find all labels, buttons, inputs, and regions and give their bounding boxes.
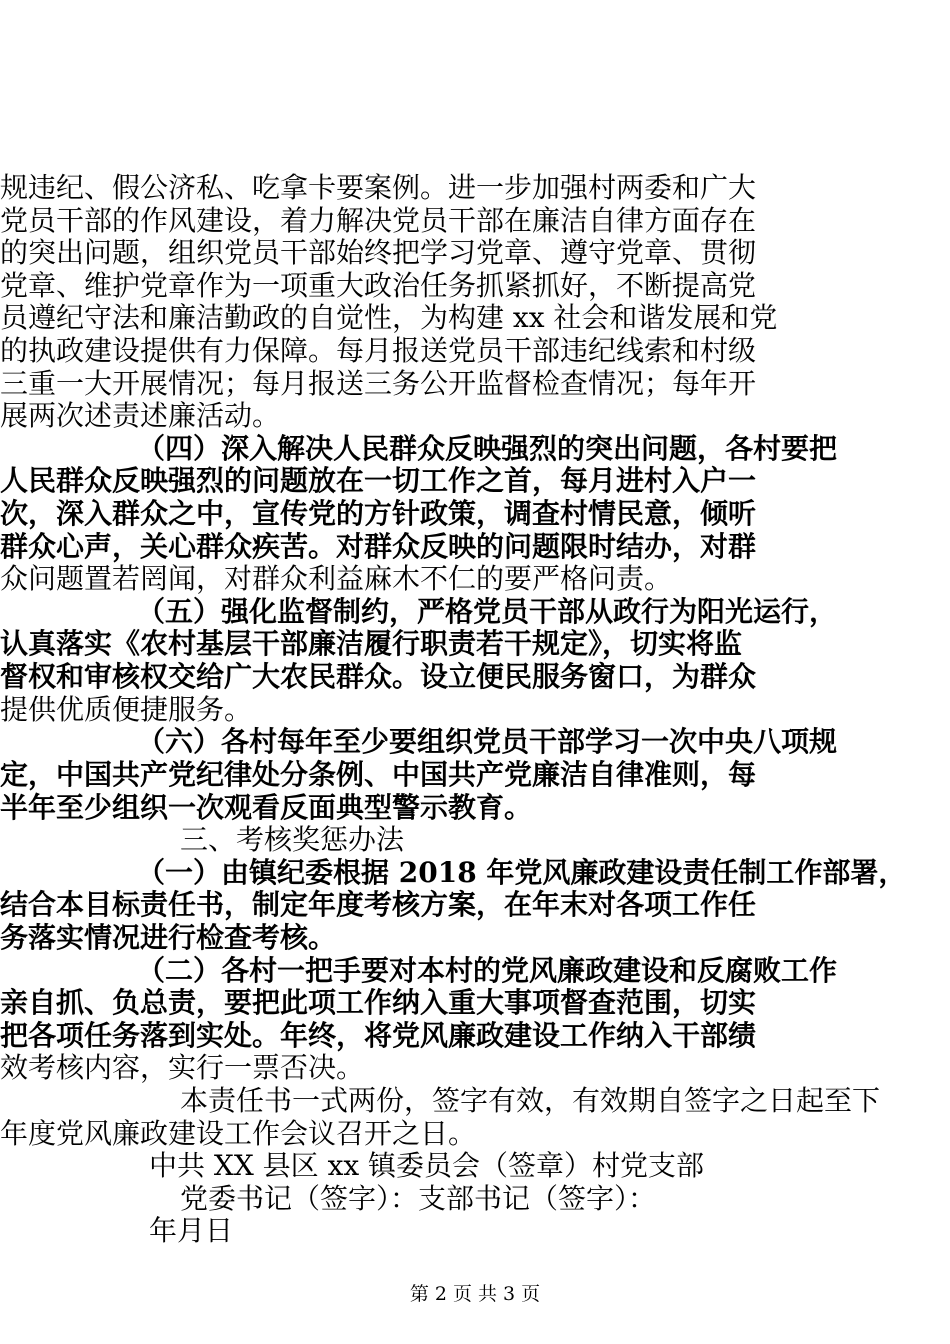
body-text-line: 次，深入群众之中，宣传党的方针政策，调查村情民意，倾听 (0, 497, 757, 530)
body-text-line: 党章、维护党章作为一项重大政治任务抓紧抓好，不断提高党 (0, 269, 757, 302)
body-text-line: 党员干部的作风建设，着力解决党员干部在廉洁自律方面存在 (0, 204, 757, 237)
section-heading-4: （四）深入解决人民群众反映强烈的突出问题，各村要把 (137, 432, 838, 465)
body-text-line: 年度党风廉政建设工作会议召开之日。 (0, 1117, 477, 1150)
body-text-line: 的突出问题，组织党员干部始终把学习党章、遵守党章、贯彻 (0, 236, 757, 269)
body-text-line: 三重一大开展情况；每月报送三务公开监督检查情况；每年开 (0, 367, 757, 400)
section-heading-6: （六）各村每年至少要组织党员干部学习一次中央八项规 (137, 725, 838, 758)
body-text-line: 把各项任务落到实处。年终，将党风廉政建设工作纳入干部绩 (0, 1019, 757, 1052)
body-text-line: 规违纪、假公济私、吃拿卡要案例。进一步加强村两委和广大 (0, 171, 757, 204)
body-text-line: 员遵纪守法和廉洁勤政的自觉性，为构建 xx 社会和谐发展和党 (0, 301, 778, 334)
body-text-line: 督权和审核权交给广大农民群众。设立便民服务窗口，为群众 (0, 660, 757, 693)
body-text-line: 群众心声，关心群众疾苦。对群众反映的问题限时结办，对群 (0, 530, 757, 563)
body-text-line: 人民群众反映强烈的问题放在一切工作之首，每月进村入户一 (0, 464, 757, 497)
body-text-line: 展两次述责述廉活动。 (0, 399, 281, 432)
signature-secretary-line: 党委书记（签字）：支部书记（签字）： (180, 1182, 657, 1215)
page-footer: 第 2 页 共 3 页 (409, 1283, 541, 1305)
signature-org-line: 中共 XX 县区 xx 镇委员会（签章）村党支部 (149, 1149, 705, 1182)
section-heading-assessment: 三、考核奖惩办法 (180, 823, 405, 856)
body-text-line: 结合本目标责任书，制定年度考核方案，在年末对各项工作任 (0, 888, 757, 921)
body-text-line: 半年至少组织一次观看反面典型警示教育。 (0, 791, 533, 824)
body-text-line: 提供优质便捷服务。 (0, 693, 253, 726)
section-heading-assessment-2: （二）各村一把手要对本村的党风廉政建设和反腐败工作 (137, 954, 838, 987)
validity-statement: 本责任书一式两份，签字有效，有效期自签字之日起至下 (180, 1084, 881, 1117)
body-text-line: 亲自抓、负总责，要把此项工作纳入重大事项督查范围，切实 (0, 986, 757, 1019)
section-heading-assessment-1: （一）由镇纪委根据 2018 年党风廉政建设责任制工作部署， (137, 856, 907, 889)
body-text-line: 众问题置若罔闻，对群众利益麻木不仁的要严格问责。 (0, 562, 673, 595)
body-text-line: 认真落实《农村基层干部廉洁履行职责若干规定》，切实将监 (0, 627, 743, 660)
body-text-line: 的执政建设提供有力保障。每月报送党员干部违纪线索和村级 (0, 334, 757, 367)
body-text-line: 务落实情况进行检查考核。 (0, 921, 337, 954)
signature-date-line: 年月日 (149, 1214, 234, 1247)
body-text-line: 定，中国共产党纪律处分条例、中国共产党廉洁自律准则，每 (0, 758, 757, 791)
body-text-line: 效考核内容，实行一票否决。 (0, 1051, 365, 1084)
section-heading-5: （五）强化监督制约，严格党员干部从政行为阳光运行， (137, 595, 838, 628)
